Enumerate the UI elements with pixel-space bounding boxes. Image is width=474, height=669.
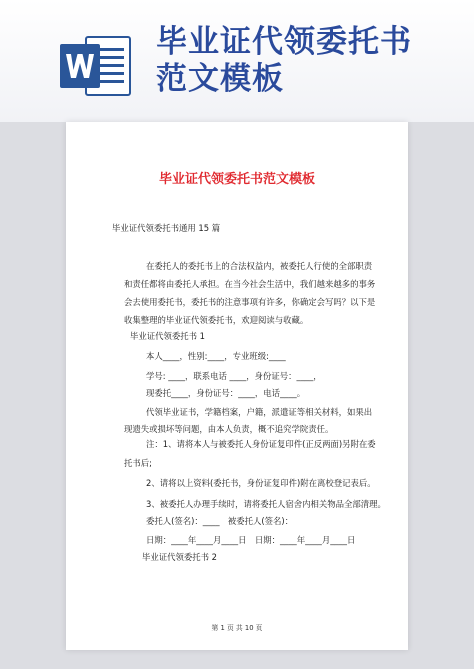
intro-line: 和责任都将由委托人承担。在当今社会生活中，我们越来越多的事务 xyxy=(124,279,376,289)
form-field-line: 本人____，性别:____，专业班级:____ xyxy=(146,351,286,361)
banner-title xyxy=(156,24,456,98)
section-heading: 毕业证代领委托书 2 xyxy=(142,552,217,562)
section-heading: 毕业证代领委托书 1 xyxy=(130,331,205,341)
note-line: 托书后; xyxy=(124,458,152,468)
date-line: 日期：____年____月____日 日期：____年____月____日 xyxy=(146,535,356,545)
note-line: 3、被委托人办理手续时，请将委托人宿舍内相关物品全部清理。 xyxy=(146,499,386,509)
banner-title-line1: 毕业证代领委托书 xyxy=(156,24,412,60)
body-line: 现遗失或损坏等问题，由本人负责，概不追究学院责任。 xyxy=(124,424,334,434)
word-document-icon xyxy=(60,34,132,98)
document-subtitle: 毕业证代领委托书通用 15 篇 xyxy=(112,223,221,233)
form-field-line: 学号: ____，联系电话 ____，身份证号：____， xyxy=(146,371,322,381)
note-line: 注：1、请将本人与被委托人身份证复印件(正反两面)另附在委 xyxy=(146,439,376,449)
intro-line: 会去使用委托书，委托书的注意事项有许多，你确定会写吗？以下是 xyxy=(124,297,376,307)
document-title: 毕业证代领委托书范文模板 xyxy=(158,172,315,187)
intro-line: 收集整理的毕业证代领委托书，欢迎阅读与收藏。 xyxy=(124,315,309,325)
signature-line: 委托人(签名)：____ 被委托人(签名)： xyxy=(146,516,294,526)
header-banner xyxy=(0,0,474,122)
form-field-line: 现委托____，身份证号：____，电话____。 xyxy=(146,388,306,398)
page-number-footer: 第 1 页 共 10 页 xyxy=(211,624,263,632)
document-page xyxy=(66,122,408,650)
intro-line: 在委托人的委托书上的合法权益内，被委托人行使的全部职责 xyxy=(146,261,373,271)
body-line: 代领毕业证书，学籍档案，户籍，派遣证等相关材料，如果出 xyxy=(146,407,373,417)
note-line: 2、请将以上资料(委托书，身份证复印件)附在离校登记表后。 xyxy=(146,478,376,488)
banner-title-line2: 范文模板 xyxy=(156,61,284,97)
